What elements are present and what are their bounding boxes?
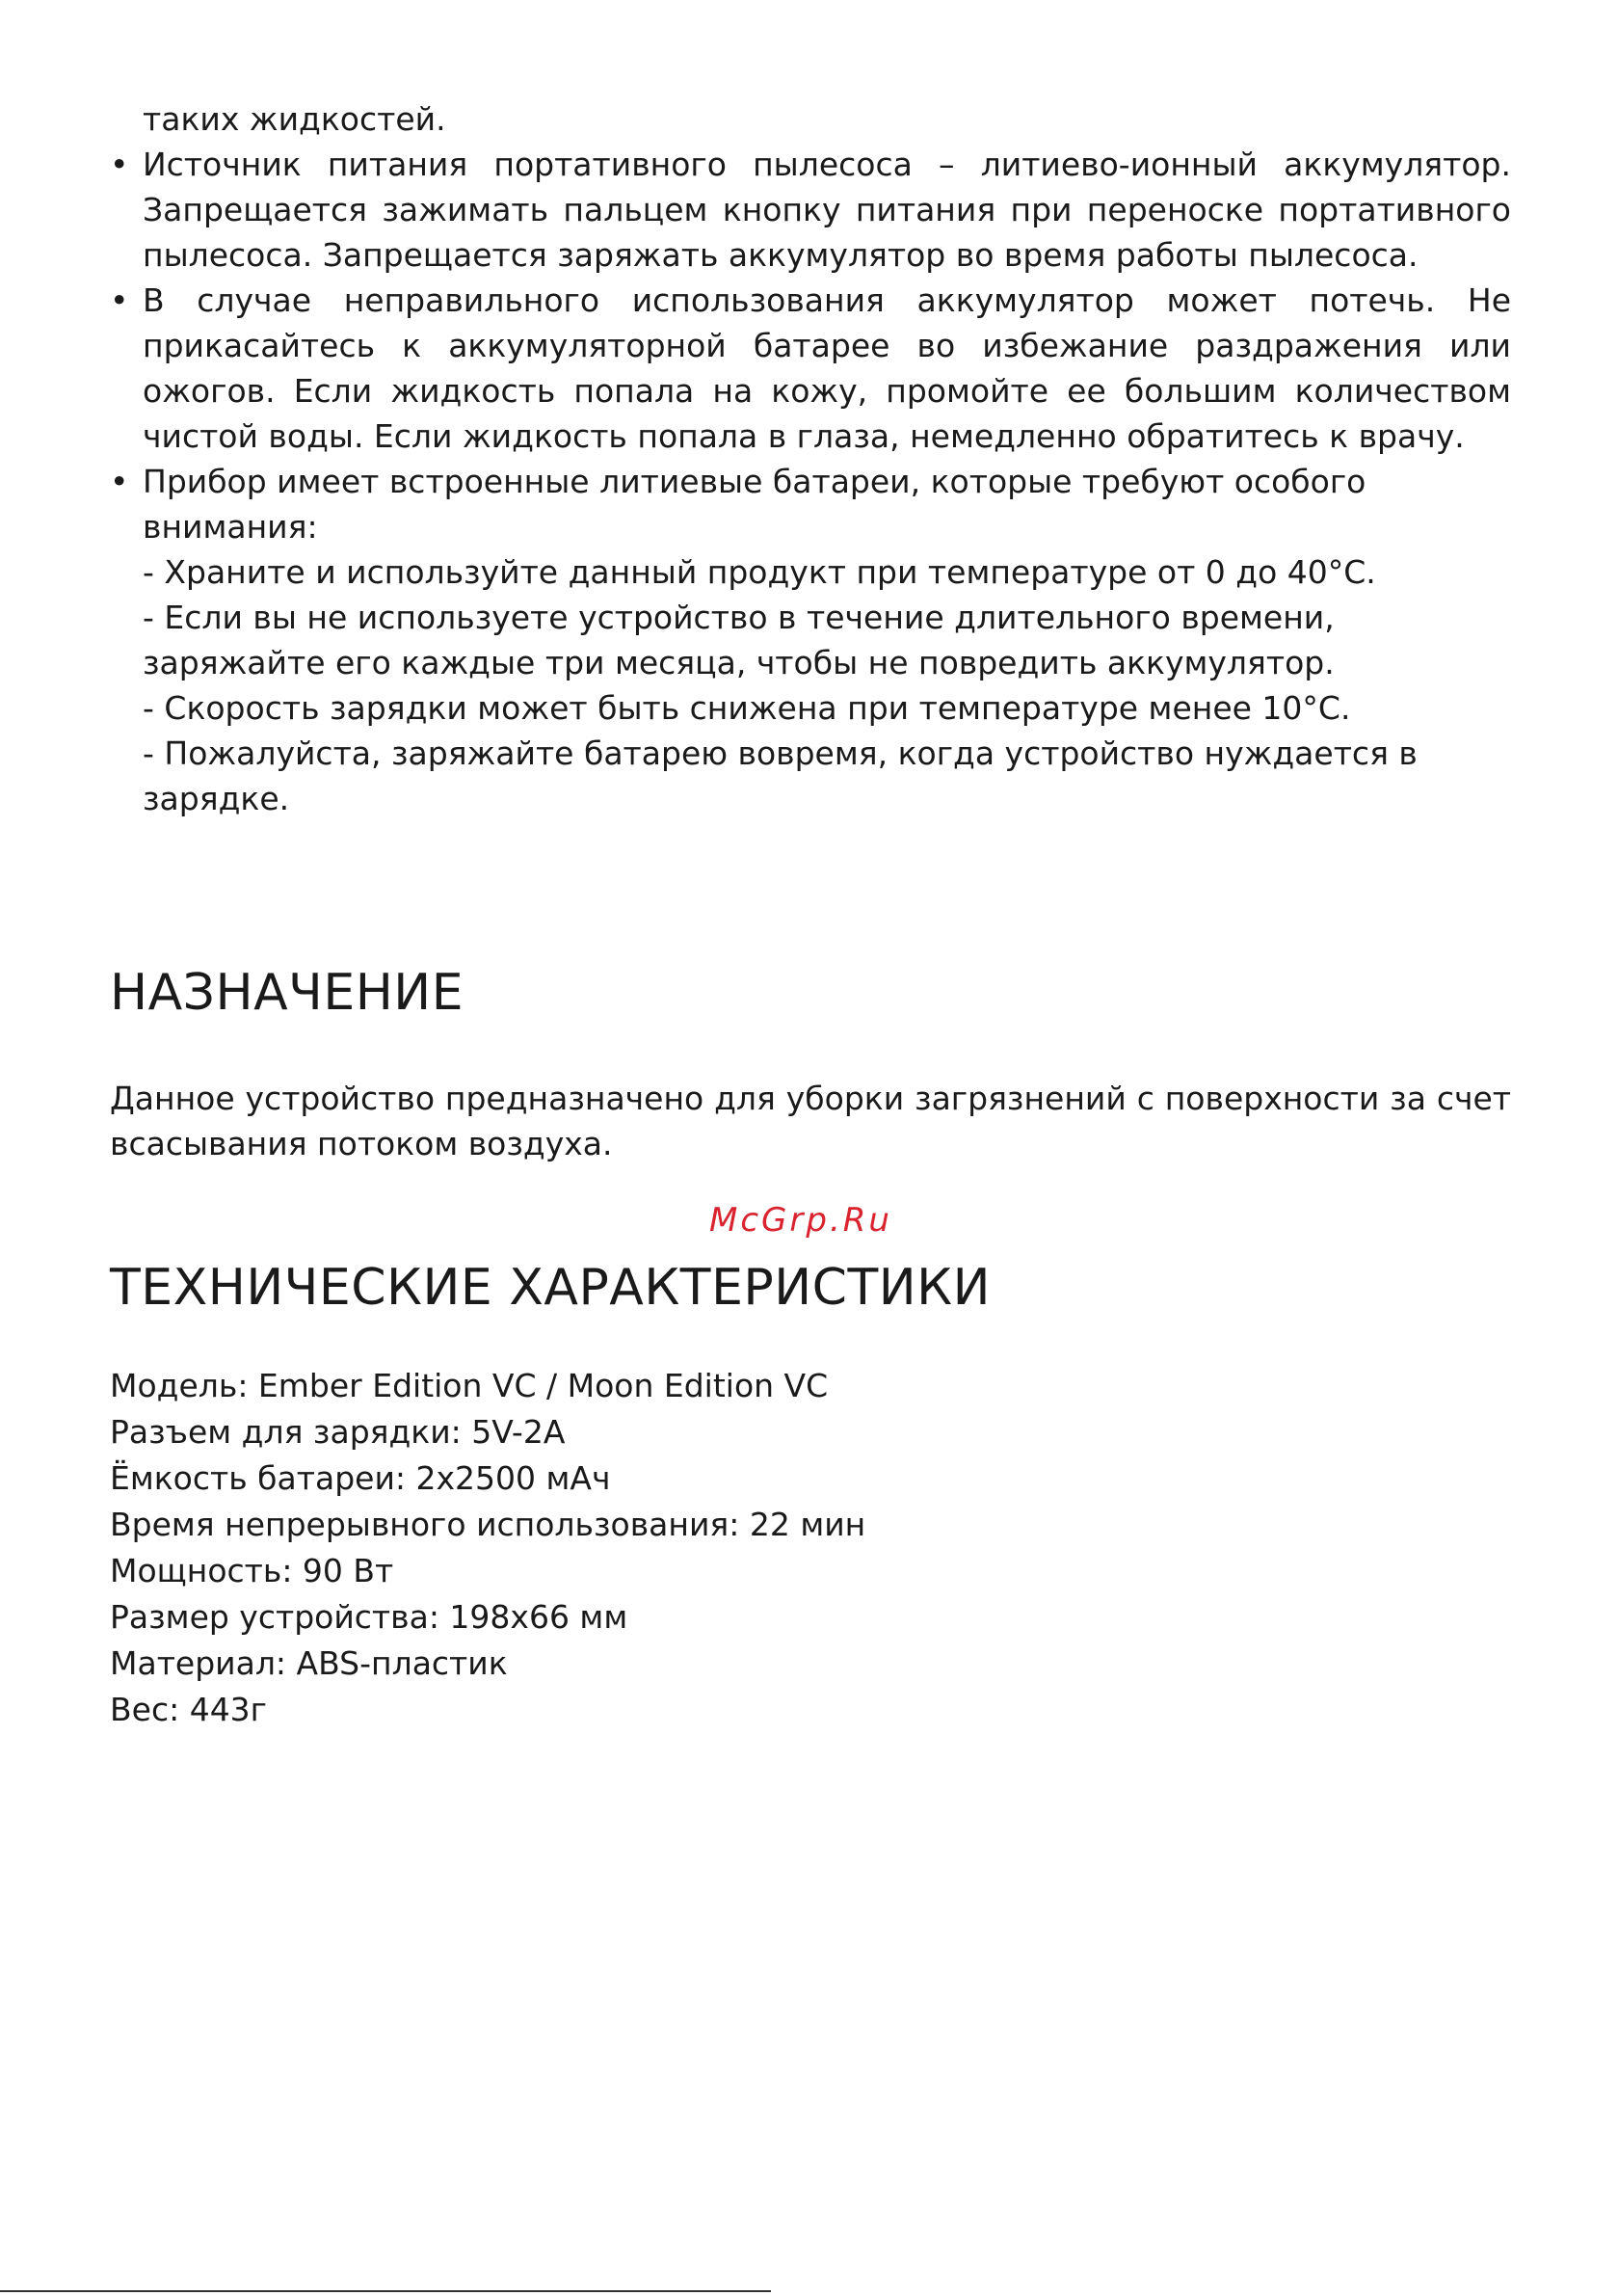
sub-item-long-storage: - Если вы не используете устройство в течение длительного времени, заряжайте его каждые три месяца, чтобы не повредить аккумулятор.	[143, 599, 1335, 681]
bullet-dot-icon: •	[110, 463, 129, 500]
bullet-item-battery-source	[110, 142, 1511, 278]
bullet-item-battery-leak	[110, 278, 1511, 459]
spec-item-material: Материал: ABS-пластик	[110, 1644, 508, 1682]
section-title-purpose: НАЗНАЧЕНИЕ	[110, 964, 464, 1022]
bullet-dot-icon: •	[110, 281, 129, 319]
spec-item-charging-port: Разъем для зарядки: 5V-2A	[110, 1413, 566, 1451]
spec-item-runtime: Время непрерывного использования: 22 мин	[110, 1506, 866, 1543]
watermark-text: McGrp.Ru	[709, 1201, 892, 1240]
document-page	[110, 96, 1511, 1733]
purpose-text: Данное устройство предназначено для уборки загрязнений с поверхности за счет всасывания потоком воздуха.	[110, 1080, 1511, 1162]
specs-list	[110, 1363, 1511, 1733]
safety-bullet-list	[110, 142, 1511, 821]
sub-item-charge-on-time: - Пожалуйста, заряжайте батарею вовремя, когда устройство нуждается в зарядке.	[143, 734, 1418, 817]
spec-item-weight: Вес: 443г	[110, 1691, 268, 1728]
bullet-text: Прибор имеет встроенные литиевые батареи, которые требуют особого внимания:	[143, 463, 1366, 546]
bullet-text: В случае неправильного использования аккумулятор может потечь. Не прикасайтесь к аккумуляторной батарее во избежание раздражения или ожогов. Если жидкость попала на кожу, промойте ее большим количеством чистой воды. Если жидкость попала в глаза, немедленно обратитесь к врачу.	[143, 281, 1511, 455]
spec-item-power: Мощность: 90 Вт	[110, 1552, 394, 1589]
bullet-item-lithium-batteries	[110, 459, 1511, 821]
bullet-text: Источник питания портативного пылесоса – литиево-ионный аккумулятор. Запрещается зажимать пальцем кнопку питания при переноске портативного пылесоса. Запрещается заряжать аккумулятор во время работы пылесоса.	[143, 146, 1511, 274]
bullet-dot-icon: •	[110, 146, 129, 183]
section-title-specs: ТЕХНИЧЕСКИЕ ХАРАКТЕРИСТИКИ	[110, 1259, 991, 1317]
page-bottom-divider	[0, 2290, 771, 2292]
spec-item-model: Модель: Ember Edition VC / Moon Edition VC	[110, 1367, 829, 1404]
spec-item-size: Размер устройства: 198x66 мм	[110, 1598, 628, 1636]
continuation-text: таких жидкостей.	[143, 100, 446, 138]
sub-item-temperature: - Храните и используйте данный продукт при температуре от 0 до 40°C.	[143, 553, 1376, 591]
sub-item-charge-speed: - Скорость зарядки может быть снижена при температуре менее 10°C.	[143, 689, 1351, 727]
spec-item-battery-capacity: Ёмкость батареи: 2x2500 мАч	[110, 1459, 611, 1497]
